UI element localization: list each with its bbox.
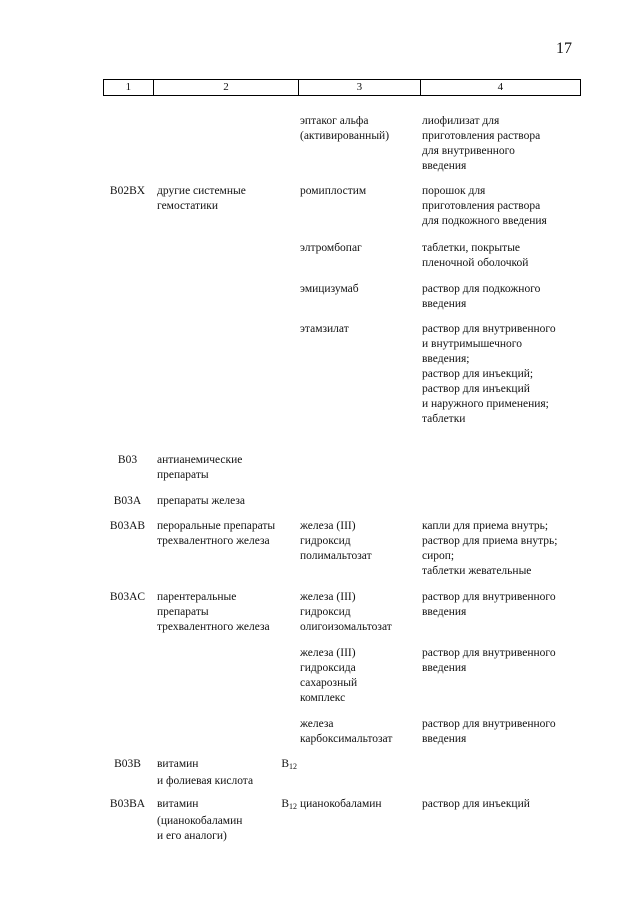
dosage-form: раствор для внутривенного введения [422, 591, 556, 618]
group-name: парентеральные препараты трехвалентного железа [157, 591, 270, 633]
atc-code: B02BX [109, 185, 146, 197]
table-header [103, 79, 581, 96]
atc-code: B03A [113, 495, 142, 507]
atc-code: B03B [114, 758, 141, 770]
dosage-form: лиофилизат для приготовления раствора для внутривенного введения [422, 115, 541, 172]
dosage-form: капли для приема внутрь; раствор для приема внутрь; сироп; таблетки жевательные [422, 520, 558, 577]
drug-name: этамзилат [300, 323, 349, 335]
drug-name: железа (III) гидроксид олигоизомальтозат [300, 591, 392, 633]
atc-code: B03AB [109, 520, 146, 532]
atc-code: B03BA [109, 798, 146, 810]
group-name: препараты железа [157, 495, 245, 507]
atc-code: B03AC [109, 591, 146, 603]
drug-name: ромиплостим [300, 185, 367, 197]
column-header: 3 [299, 80, 420, 95]
group-name: витамин $B_{12}$ (цианокобаламин и его аналоги) [157, 798, 297, 842]
group-name: пероральные препараты трехвалентного железа [157, 520, 276, 547]
drug-name: железа (III) гидроксид полимальтозат [300, 520, 372, 562]
group-name: антианемические препараты [157, 454, 243, 481]
drug-name: элтромбопаг [300, 242, 362, 254]
dosage-form: раствор для инъекций [422, 798, 530, 810]
drug-name: эптаког альфа (активированный) [300, 115, 390, 142]
atc-code: B03 [117, 454, 138, 466]
dosage-form: раствор для внутривенного введения [422, 718, 556, 745]
group-name: другие системные гемостатики [157, 185, 246, 212]
dosage-form: раствор для внутривенного введения [422, 647, 556, 674]
dosage-form: раствор для подкожного введения [422, 283, 541, 310]
dosage-form: порошок для приготовления раствора для подкожного введения [422, 185, 547, 227]
column-header: 4 [421, 80, 581, 95]
dosage-form: таблетки, покрытые пленочной оболочкой [422, 242, 529, 269]
column-header: 2 [154, 80, 299, 95]
group-name: витамин $B_{12}$ и фолиевая кислота [157, 758, 297, 787]
column-header: 1 [103, 80, 154, 95]
drug-name: железа карбоксимальтозат [300, 718, 393, 745]
drug-name: железа (III) гидроксида сахарозный комплекс [300, 647, 358, 704]
drug-name: эмицизумаб [300, 283, 359, 295]
drug-name: цианокобаламин [300, 798, 382, 810]
dosage-form: раствор для внутривенного и внутримышечного введения; раствор для инъекций; раствор для инъекций и наружного применения; таблетки [422, 323, 556, 425]
page-number: 17 [556, 40, 572, 57]
